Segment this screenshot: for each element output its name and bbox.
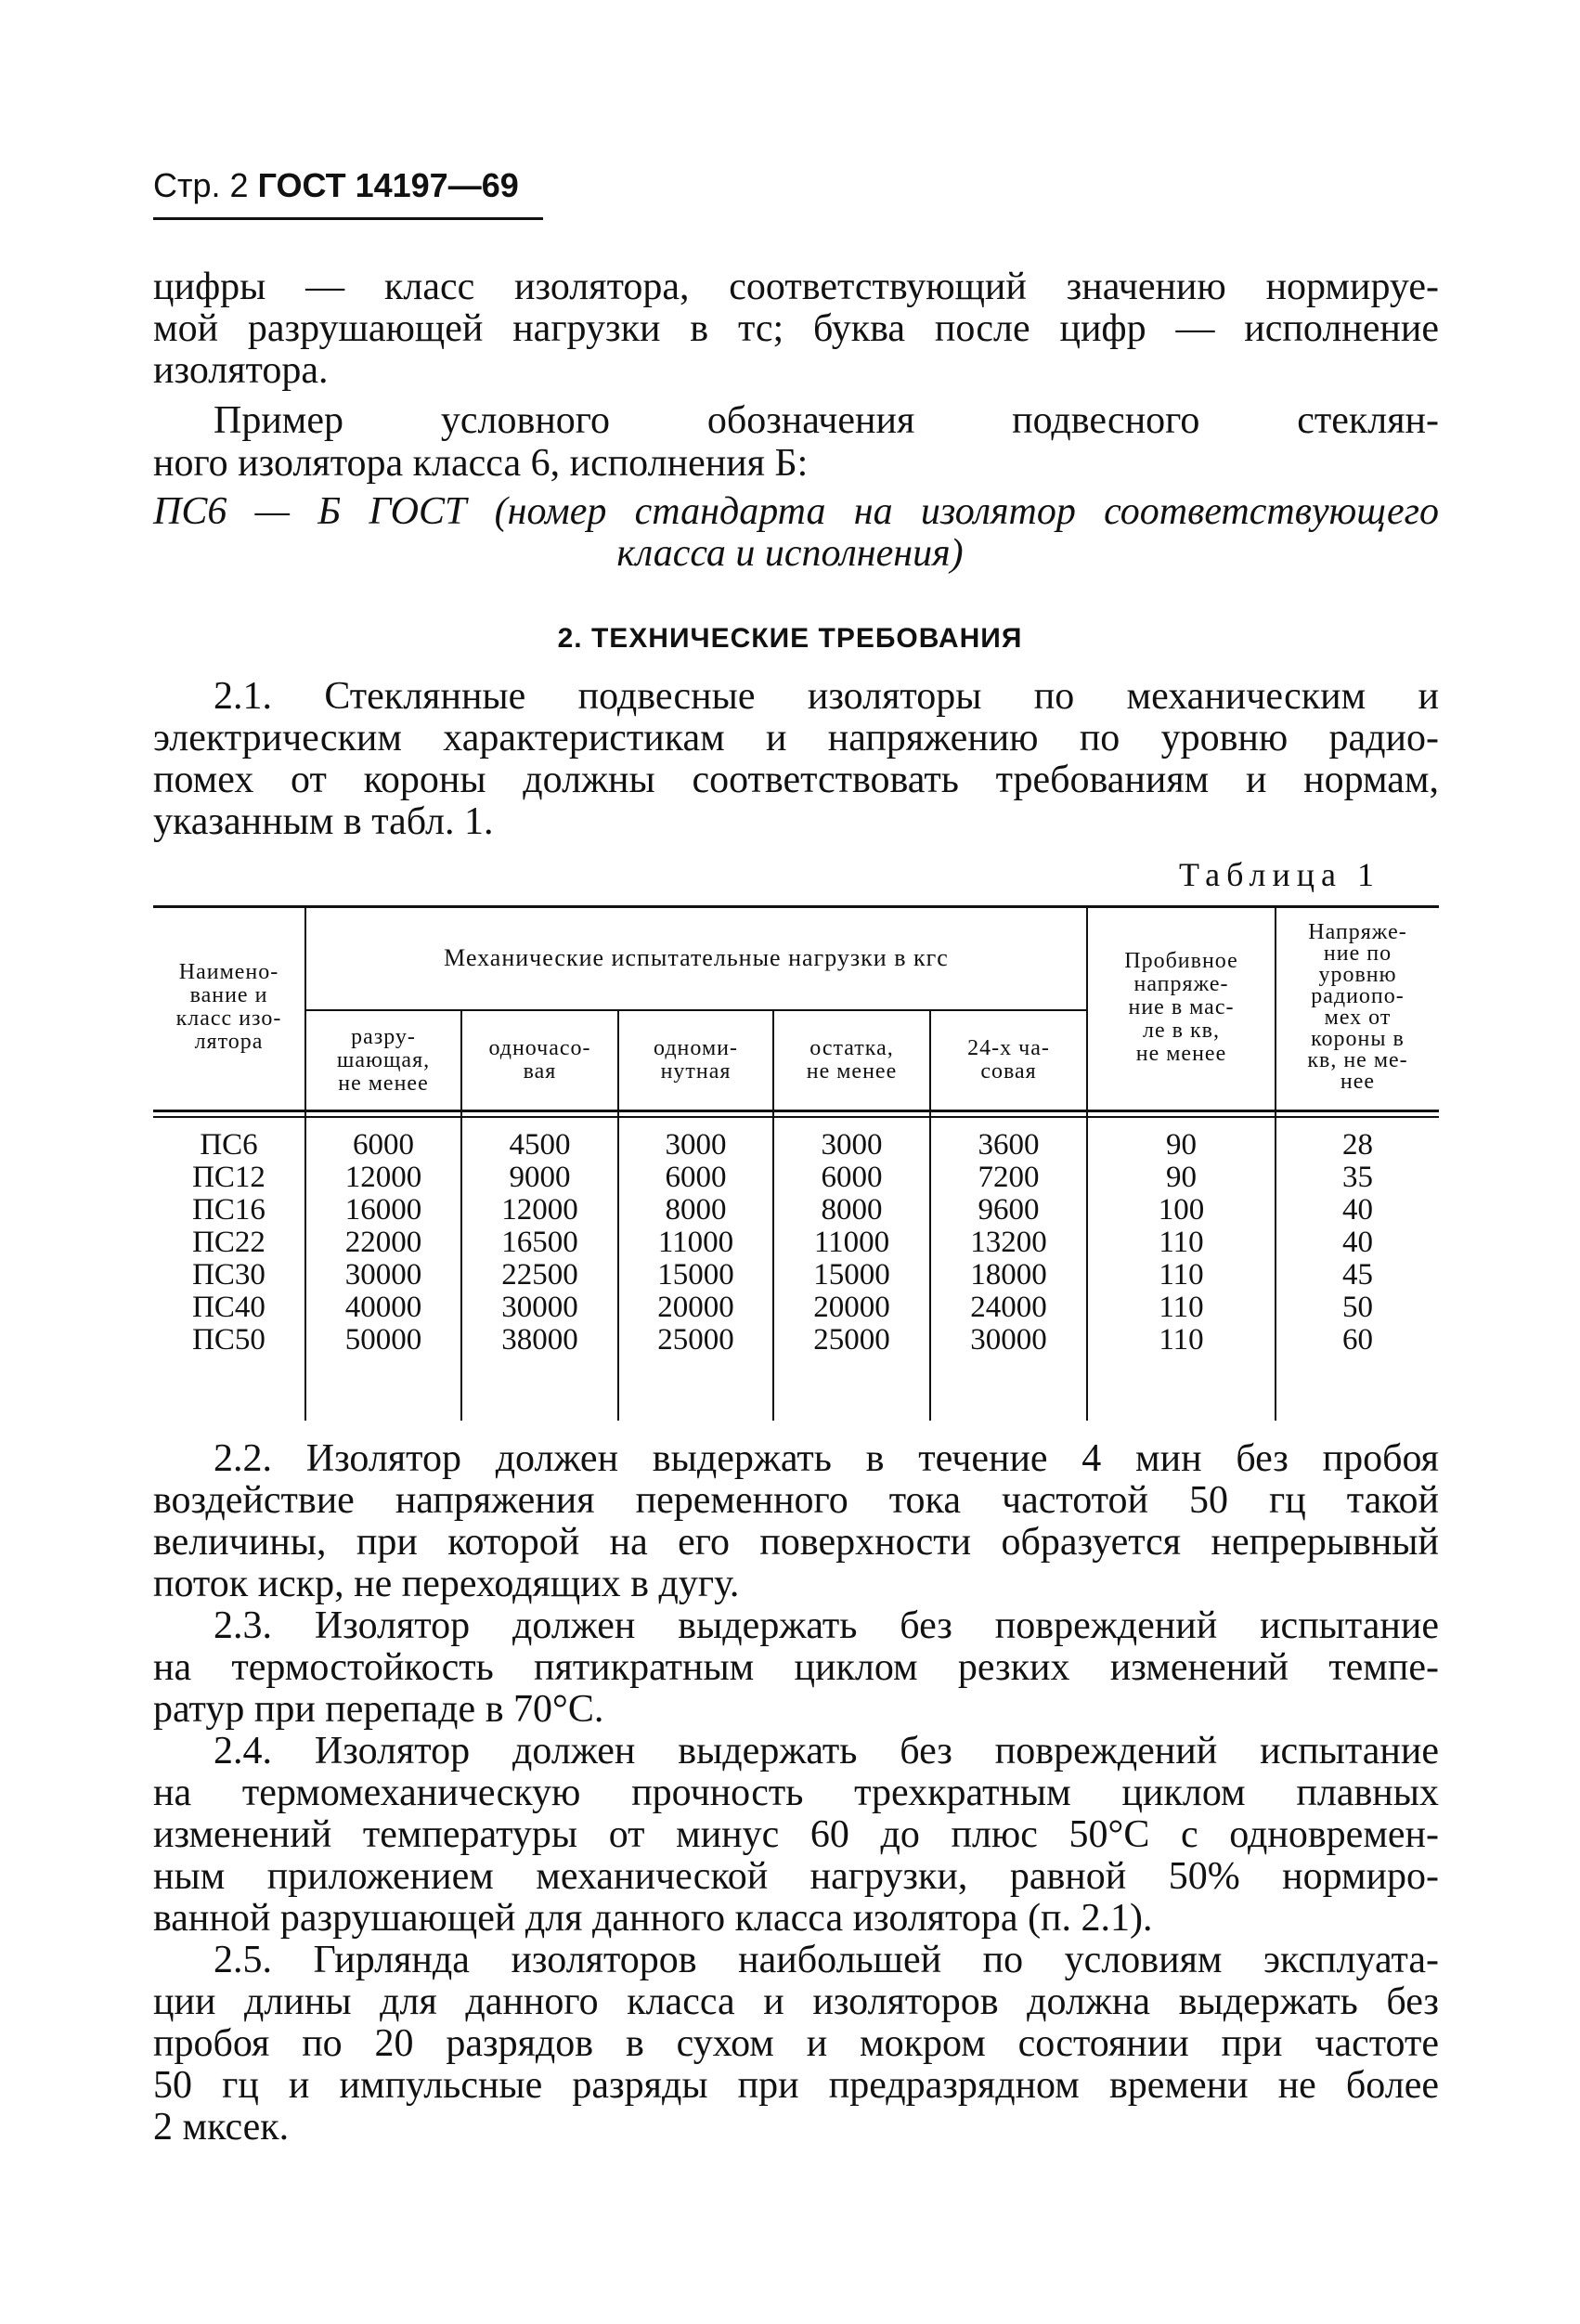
- table-cell: 24000: [970, 1291, 1047, 1324]
- table-cell: 110: [1159, 1258, 1204, 1292]
- table-1: [153, 905, 1439, 1425]
- table-cell: 15000: [813, 1258, 890, 1292]
- table-header-rule-2: [153, 1116, 1439, 1118]
- header-rule: [153, 217, 543, 220]
- table-cell: 6000: [353, 1128, 414, 1162]
- table-caption: Таблица 1: [1179, 856, 1380, 893]
- table-cell: 3000: [821, 1128, 883, 1162]
- paragraph-line: изменений температуры от минус 60 до плюс 50°С с одновремен-: [153, 1813, 1439, 1856]
- page-label: Стр. 2: [153, 166, 249, 204]
- table-cell: 9000: [509, 1161, 571, 1194]
- insulator-class-cell: ПС12: [192, 1161, 265, 1194]
- table-cell: 110: [1159, 1226, 1204, 1259]
- table-cell: 110: [1159, 1323, 1204, 1357]
- table-cell: 8000: [665, 1193, 727, 1227]
- table-cell: 15000: [657, 1258, 734, 1292]
- header-breakdown-voltage: Пробивное напряже- ние в мас- ле в кв, не менее: [1124, 948, 1238, 1066]
- table-cell: 3000: [665, 1128, 727, 1162]
- header-radio-voltage: Напряже- ние по уровню радиопо- мех от короны в кв, не ме- нее: [1307, 920, 1408, 1094]
- table-cell: 40000: [344, 1291, 422, 1324]
- insulator-class-cell: ПС6: [200, 1128, 258, 1162]
- paragraph-line: на термомеханическую прочность трехкратным циклом плавных: [153, 1772, 1439, 1814]
- paragraph-line: 2.2. Изолятор должен выдержать в течение 4 мин без пробоя: [214, 1437, 1439, 1480]
- table-cell: 35: [1342, 1161, 1373, 1194]
- section-title: 2. ТЕХНИЧЕСКИЕ ТРЕБОВАНИЯ: [557, 623, 1023, 654]
- paragraph-line: 2 мксек.: [153, 2106, 290, 2149]
- paragraph-line: ции длины для данного класса и изоляторов должна выдержать без: [153, 1980, 1439, 2023]
- header-mech-col: разру- шающая, не менее: [336, 1024, 431, 1096]
- table-cell: 16000: [344, 1193, 422, 1227]
- table-cell: 100: [1158, 1193, 1205, 1227]
- table-cell: 11000: [657, 1226, 734, 1259]
- paragraph-line: ванной разрушающей для данного класса изолятора (п. 2.1).: [153, 1897, 1153, 1940]
- paragraph-line: 2.5. Гирлянда изоляторов наибольшей по условиям эксплуата-: [214, 1939, 1439, 1981]
- paragraph-line: величины, при которой на его поверхности образуется непрерывный: [153, 1521, 1439, 1564]
- header-mech-col: одночасо- вая: [488, 1036, 591, 1084]
- table-cell: 30000: [501, 1291, 578, 1324]
- table-cell: 28: [1342, 1128, 1373, 1162]
- table-cell: 9600: [978, 1193, 1040, 1227]
- example-line: ного изолятора класса 6, исполнения Б:: [153, 442, 809, 485]
- table-cell: 11000: [813, 1226, 890, 1259]
- table-cell: 30000: [344, 1258, 422, 1292]
- paragraph-line: на термостойкость пятикратным циклом резких изменений темпе-: [153, 1646, 1439, 1689]
- table-cell: 3600: [978, 1128, 1040, 1162]
- paragraph-line: ным приложением механической нагрузки, равной 50% нормиро-: [153, 1855, 1439, 1898]
- table-cell: 90: [1166, 1161, 1197, 1194]
- paragraph-line: ратур при перепаде в 70°С.: [153, 1688, 604, 1731]
- paragraph-line: 2.1. Стеклянные подвесные изоляторы по механическим и: [214, 675, 1439, 718]
- table-cell: 16500: [501, 1226, 578, 1259]
- insulator-class-cell: ПС16: [192, 1193, 265, 1227]
- intro-line: цифры — класс изолятора, соответствующий значению нормируе-: [153, 266, 1439, 308]
- table-cell: 22000: [344, 1226, 422, 1259]
- table-cell: 20000: [813, 1291, 890, 1324]
- table-cell: 110: [1159, 1291, 1204, 1324]
- intro-line: изолятора.: [153, 349, 329, 392]
- table-header-rule: [153, 1110, 1439, 1112]
- paragraph-line: 50 гц и импульсные разряды при предразрядном времени не более: [153, 2064, 1439, 2107]
- paragraph-line: пробоя по 20 разрядов в сухом и мокром состоянии при частоте: [153, 2022, 1439, 2065]
- example-formula-line: класса и исполнения): [616, 532, 964, 575]
- insulator-class-cell: ПС30: [192, 1258, 265, 1292]
- paragraph-line: 2.4. Изолятор должен выдержать без повреждений испытание: [214, 1730, 1439, 1772]
- table-cell: 7200: [978, 1161, 1040, 1194]
- page-header: [153, 167, 519, 204]
- table-cell: 30000: [970, 1323, 1047, 1357]
- table-cell: 20000: [657, 1291, 734, 1324]
- header-name: Наимено- вание и класс изо- лятора: [175, 960, 282, 1054]
- paragraph-line: 2.3. Изолятор должен выдержать без повреждений испытание: [214, 1604, 1439, 1647]
- table-cell: 50000: [344, 1323, 422, 1357]
- table-cell: 40: [1342, 1226, 1373, 1259]
- header-mech-col: одноми- нутная: [654, 1036, 738, 1084]
- table-cell: 12000: [344, 1161, 422, 1194]
- table-cell: 12000: [501, 1193, 578, 1227]
- table-cell: 8000: [821, 1193, 883, 1227]
- insulator-class-cell: ПС22: [192, 1226, 265, 1259]
- table-cell: 18000: [970, 1258, 1047, 1292]
- header-mech-col: остатка, не менее: [806, 1036, 898, 1084]
- table-cell: 90: [1166, 1128, 1197, 1162]
- header-mechanical-group: Механические испытательные нагрузки в кгс: [444, 943, 949, 971]
- table-cell: 22500: [501, 1258, 578, 1292]
- table-cell: 6000: [665, 1161, 727, 1194]
- table-cell: 13200: [970, 1226, 1047, 1259]
- table-cell: 25000: [657, 1323, 734, 1357]
- table-cell: 38000: [501, 1323, 578, 1357]
- paragraph-line: электрическим характеристикам и напряжению по уровню радио-: [153, 717, 1439, 760]
- example-formula-line: ПС6 — Б ГОСТ (номер стандарта на изолятор соответствующего: [153, 490, 1439, 533]
- paragraph-line: воздействие напряжения переменного тока частотой 50 гц такой: [153, 1479, 1439, 1522]
- paragraph-line: поток искр, не переходящих в дугу.: [153, 1563, 740, 1605]
- insulator-class-cell: ПС50: [192, 1323, 265, 1357]
- paragraph-line: указанным в табл. 1.: [153, 800, 494, 843]
- insulator-class-cell: ПС40: [192, 1291, 265, 1324]
- table-cell: 6000: [821, 1161, 883, 1194]
- table-cell: 4500: [509, 1128, 571, 1162]
- table-cell: 40: [1342, 1193, 1373, 1227]
- standard-number: ГОСТ 14197—69: [257, 166, 519, 204]
- table-cell: 45: [1342, 1258, 1373, 1292]
- example-line: Пример условного обозначения подвесного стеклян-: [214, 399, 1439, 442]
- table-cell: 60: [1342, 1323, 1373, 1357]
- table-cell: 25000: [813, 1323, 890, 1357]
- table-cell: 50: [1342, 1291, 1373, 1324]
- header-mech-col: 24-х ча- совая: [967, 1036, 1050, 1084]
- paragraph-line: помех от короны должны соответствовать требованиям и нормам,: [153, 759, 1439, 801]
- intro-line: мой разрушающей нагрузки в тс; буква после цифр — исполнение: [153, 307, 1439, 350]
